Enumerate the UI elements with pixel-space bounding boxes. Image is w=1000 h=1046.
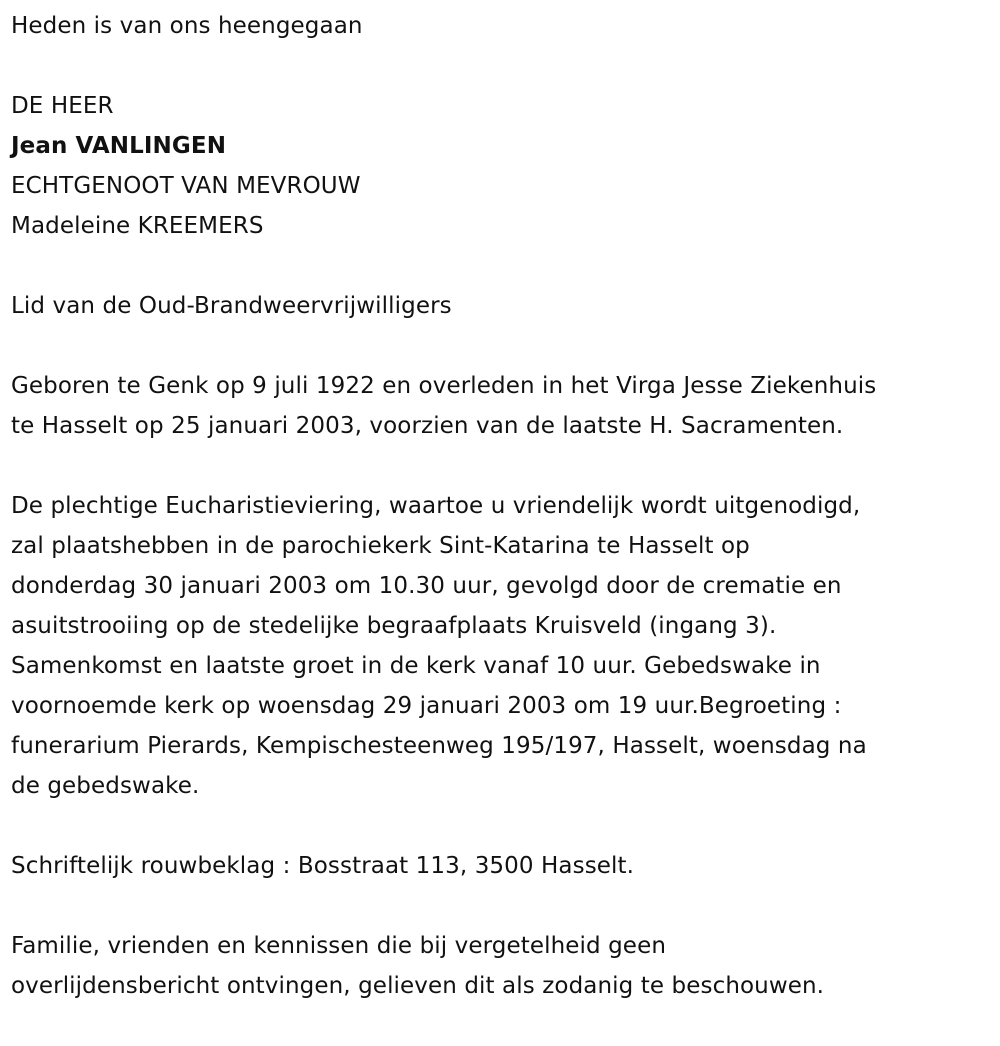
ceremony-line: asuitstrooiing op de stedelijke begraafplaats Kruisveld (ingang 3). <box>11 613 777 639</box>
title-prefix: DE HEER <box>11 93 114 119</box>
closing-line: Familie, vrienden en kennissen die bij vergetelheid geen <box>11 933 666 959</box>
condolence-address: Schriftelijk rouwbeklag : Bosstraat 113, 3500 Hasselt. <box>11 853 635 879</box>
spouse-label: ECHTGENOOT VAN MEVROUW <box>11 173 361 199</box>
ceremony-line: zal plaatshebben in de parochiekerk Sint-Katarina te Hasselt op <box>11 533 750 559</box>
ceremony-line: Samenkomst en laatste groet in de kerk vanaf 10 uur. Gebedswake in <box>11 653 821 679</box>
intro-line: Heden is van ons heengegaan <box>11 13 363 39</box>
birth-death-line: te Hasselt op 25 januari 2003, voorzien van de laatste H. Sacramenten. <box>11 413 844 439</box>
spacer <box>11 886 996 926</box>
birth-death-line: Geboren te Genk op 9 juli 1922 en overleden in het Virga Jesse Ziekenhuis <box>11 373 877 399</box>
membership-line: Lid van de Oud-Brandweervrijwilligers <box>11 293 452 319</box>
spacer <box>11 806 996 846</box>
closing-line: overlijdensbericht ontvingen, gelieven dit als zodanig te beschouwen. <box>11 973 825 999</box>
spacer <box>11 446 996 486</box>
deceased-name: Jean VANLINGEN <box>11 133 227 159</box>
ceremony-line: de gebedswake. <box>11 773 200 799</box>
ceremony-line: funerarium Pierards, Kempischesteenweg 195/197, Hasselt, woensdag na <box>11 733 867 759</box>
ceremony-line: donderdag 30 januari 2003 om 10.30 uur, gevolgd door de crematie en <box>11 573 842 599</box>
spacer <box>11 46 996 86</box>
ceremony-line: voornoemde kerk op woensdag 29 januari 2003 om 19 uur.Begroeting : <box>11 693 842 719</box>
death-notice <box>11 6 996 1006</box>
spouse-name: Madeleine KREEMERS <box>11 213 264 239</box>
ceremony-line: De plechtige Eucharistieviering, waartoe u vriendelijk wordt uitgenodigd, <box>11 493 861 519</box>
spacer <box>11 326 996 366</box>
spacer <box>11 246 996 286</box>
